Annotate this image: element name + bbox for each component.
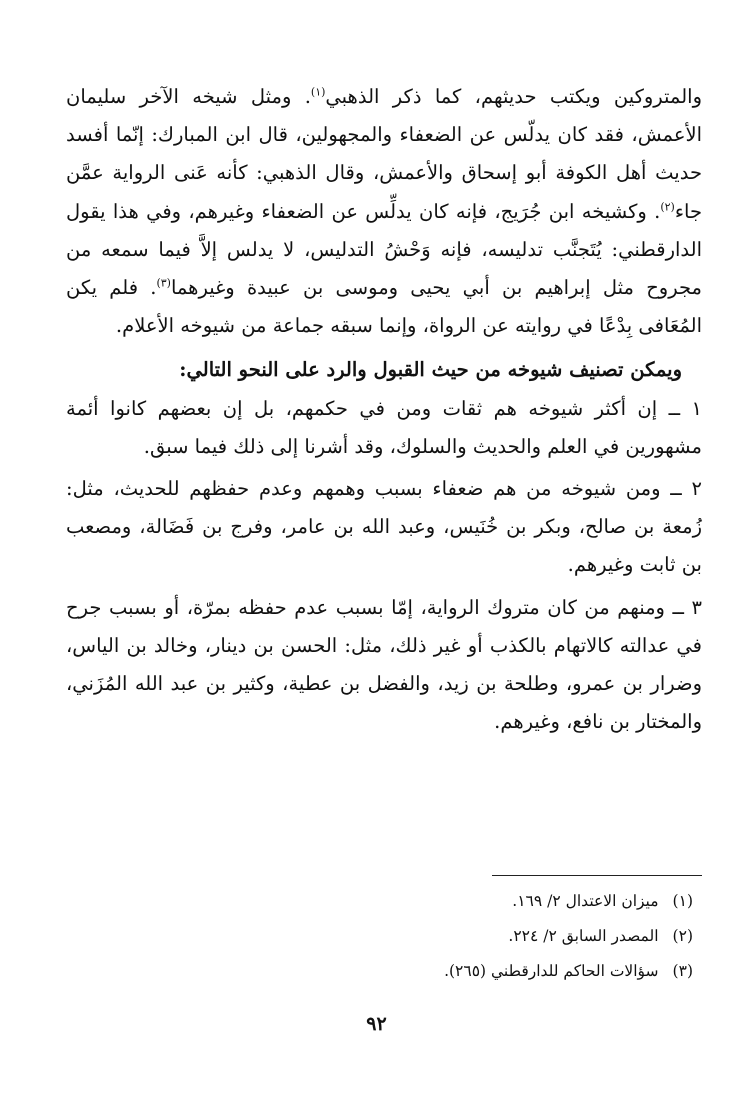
- footnote-text: ميزان الاعتدال ٢/ ١٦٩.: [512, 892, 659, 910]
- footnote-number: (١): [672, 892, 693, 910]
- paragraph-text: . فلم يكن المُعَافى بِدْعًا في روايته عن الرواة، وإنما سبقه جماعة من شيوخه الأعلام.: [66, 276, 702, 338]
- footnote-ref[interactable]: (٣): [156, 276, 171, 290]
- footnote-text: المصدر السابق ٢/ ٢٢٤.: [508, 927, 659, 945]
- footnotes: [73, 884, 693, 989]
- footnote-ref[interactable]: (٢): [660, 200, 675, 214]
- list-item: ٣ ــ ومنهم من كان متروك الرواية، إمّا بسبب عدم حفظه بمرّة، أو بسبب جرح في عدالته كالاتهام بالكذب أو غير ذلك، مثل: الحسن بن دينار، وخالد بن الياس، وضرار بن عمرو، وطلحة بن زيد، والفضل بن عطية، وكثير بن عبد الله المُزَني، والمختار بن نافع، وغيرهم.: [66, 595, 702, 734]
- section-heading: ويمكن تصنيف شيوخه من حيث القبول والرد على النحو التالي:: [179, 358, 682, 382]
- list-item: ١ ــ إن أكثر شيوخه هم ثقات ومن في حكمهم، بل إن بعضهم كانوا أئمة مشهورين في العلم والحديث والسلوك، وقد أشرنا إلى ذلك فيما سبق.: [66, 396, 702, 458]
- paragraph-text: . وكشيخه ابن جُرَيج، فإنه كان يدلِّس عن الضعفاء وغيرهم، وفي هذا يقول الدارقطني: يُتَجنَّب تدليسه، فإنه وَحْشُ التدليس، لا يدلس إلاَّ فيما سمعه من مجروح مثل إبراهيم بن أبي يحيى وموسى بن عبيدة وغيرهما: [66, 199, 703, 300]
- footnote-number: (٢): [672, 927, 693, 945]
- page-body: [66, 78, 702, 741]
- paragraph-text: والمتروكين ويكتب حديثهم، كما ذكر الذهبي: [325, 85, 702, 108]
- footnote-text: سؤالات الحاكم للدارقطني (٢٦٥).: [444, 962, 659, 980]
- footnote-number: (٣): [672, 962, 693, 980]
- list-item: ٢ ــ ومن شيوخه من هم ضعفاء بسبب وهمهم وعدم حفظهم للحديث، مثل: زُمعة بن صالح، وبكر بن خُنَيس، وعبد الله بن عامر، وفرج بن فَضَالة، ومصعب بن ثابت وغيرهم.: [66, 477, 702, 577]
- page-number: ٩٢: [366, 1013, 387, 1035]
- paragraph-intro: [66, 78, 702, 345]
- footnote-item: [73, 954, 693, 989]
- paragraph-text: . ومثل شيخه الآخر سليمان الأعمش، فقد كان يدلّس عن الضعفاء والمجهولين، قال ابن المبارك: إنّما أفسد حديث أهل الكوفة أبو إسحاق والأعمش، وقال الذهبي: كأنه عَنى الرواية عمَّن جاء: [66, 85, 702, 223]
- footnote-item: [73, 884, 693, 919]
- footnote-separator: [492, 875, 702, 876]
- footnote-ref[interactable]: (١): [310, 85, 326, 99]
- footnote-item: [73, 919, 693, 954]
